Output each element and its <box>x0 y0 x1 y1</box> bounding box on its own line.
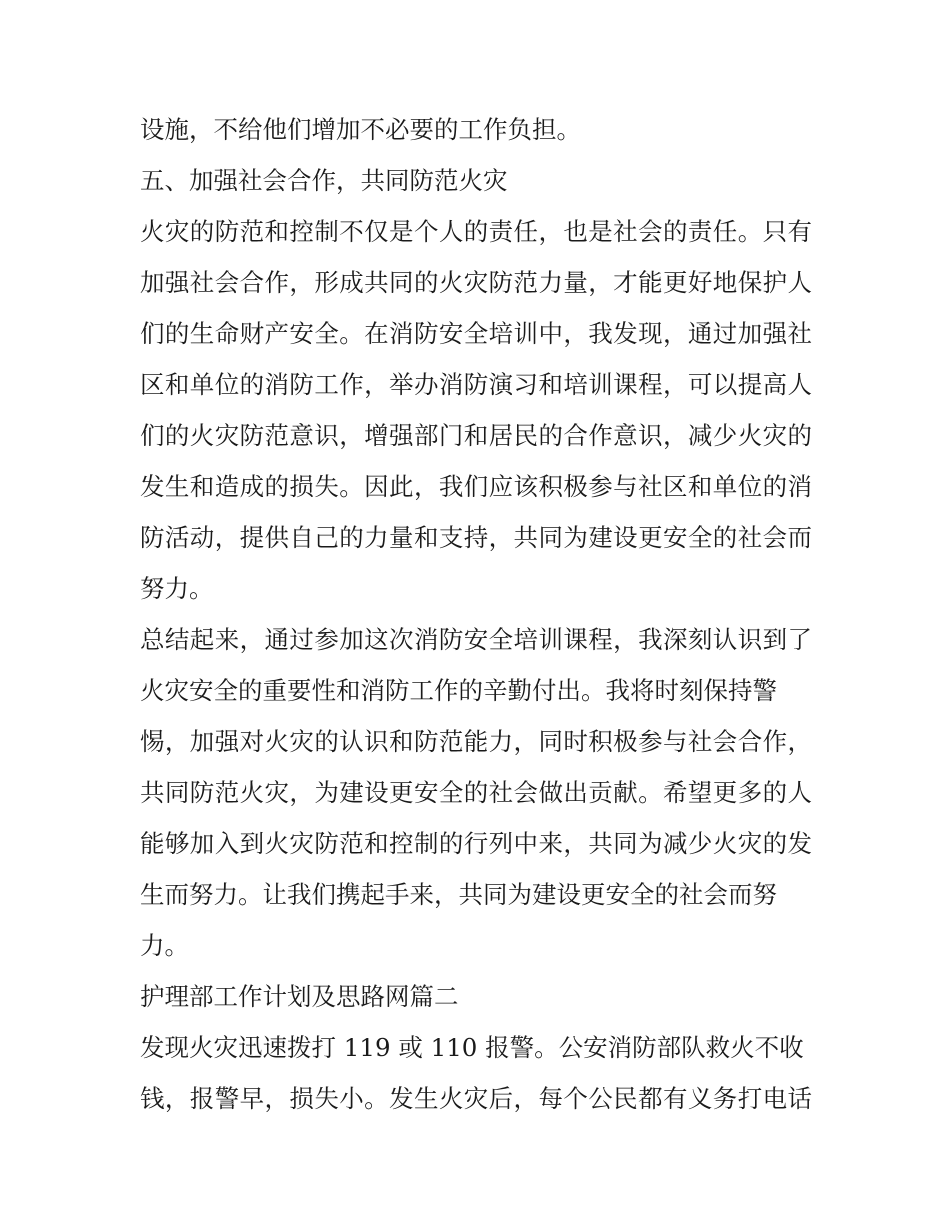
document-body <box>140 104 812 1124</box>
text-line: 火灾安全的重要性和消防工作的辛勤付出。我将时刻保持警 <box>140 676 777 705</box>
text-line: 防活动，提供自己的力量和支持，共同为建设更安全的社会而 <box>140 523 812 552</box>
text-line: 设施，不给他们增加不必要的工作负担。 <box>140 115 581 144</box>
text-line: 发现火灾迅速拨打 119 或 110 报警。公安消防部队救火不收 <box>140 1033 804 1062</box>
section-heading: 五、加强社会合作，共同防范火灾 <box>140 166 508 195</box>
text-line: 惕，加强对火灾的认识和防范能力，同时积极参与社会合作， <box>140 727 812 756</box>
text-line: 力。 <box>140 931 189 960</box>
text-line: 共同防范火灾，为建设更安全的社会做出贡献。希望更多的人 <box>140 778 812 807</box>
text-line: 发生和造成的损失。因此，我们应该积极参与社区和单位的消 <box>140 472 812 501</box>
text-line: 们的火灾防范意识，增强部门和居民的合作意识，减少火灾的 <box>140 421 812 450</box>
text-line: 们的生命财产安全。在消防安全培训中，我发现，通过加强社 <box>140 319 812 348</box>
text-line: 生而努力。让我们携起手来，共同为建设更安全的社会而努 <box>140 880 777 909</box>
section-heading: 护理部工作计划及思路网篇二 <box>140 982 459 1011</box>
text-line: 能够加入到火灾防范和控制的行列中来，共同为减少火灾的发 <box>140 829 812 858</box>
text-line: 火灾的防范和控制不仅是个人的责任，也是社会的责任。只有 <box>140 217 812 246</box>
text-line: 加强社会合作，形成共同的火灾防范力量，才能更好地保护人 <box>140 268 812 297</box>
text-line: 钱，报警早，损失小。发生火灾后，每个公民都有义务打电话 <box>140 1084 812 1113</box>
text-line: 总结起来，通过参加这次消防安全培训课程，我深刻认识到了 <box>140 625 812 654</box>
text-line: 区和单位的消防工作，举办消防演习和培训课程，可以提高人 <box>140 370 812 399</box>
text-line: 努力。 <box>140 574 214 603</box>
